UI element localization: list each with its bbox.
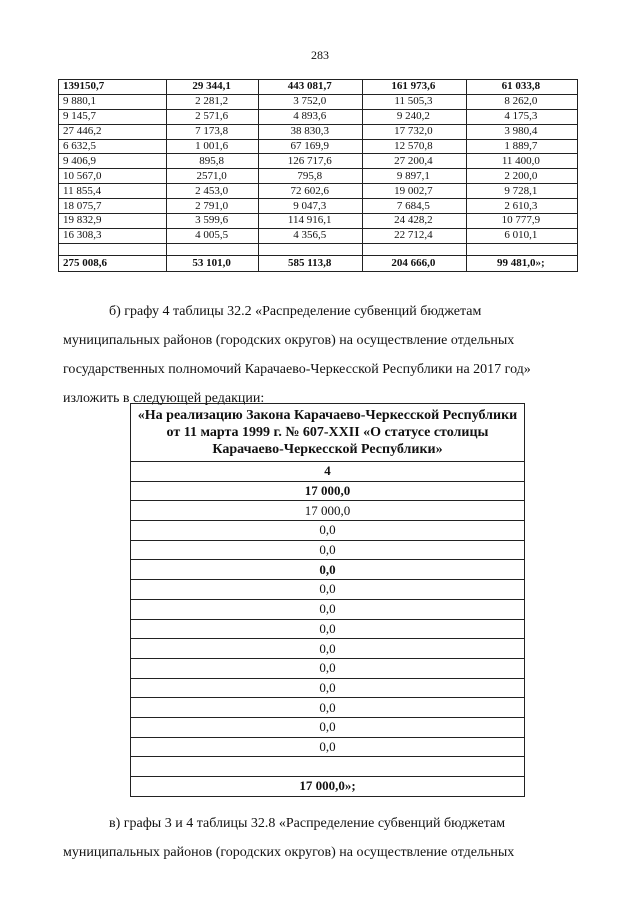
table-cell: 9 406,9 [59,154,167,169]
paragraph-b-line1: б) графу 4 таблицы 32.2 «Распределение субвенций бюджетам [109,304,482,319]
table-row [59,199,578,214]
table-cell: 9 240,2 [363,109,467,124]
table-cell: 0,0 [131,639,525,659]
table-cell: 29 344,1 [166,80,259,95]
table-cell: 2 281,2 [166,94,259,109]
table-row [131,619,525,639]
table-cell: 1 001,6 [166,139,259,154]
table-cell: 2 791,0 [166,199,259,214]
table-cell: 17 000,0 [131,501,525,521]
table-cell: 72 602,6 [259,184,363,199]
table-row [131,521,525,541]
table-cell: 9 728,1 [466,184,577,199]
table-cell: 4 893,6 [259,109,363,124]
table-cell: 4 175,3 [466,109,577,124]
table-cell: 27 200,4 [363,154,467,169]
table-cell: 1 889,7 [466,139,577,154]
table-header-row [59,80,578,95]
table-cell: 4 356,5 [259,228,363,243]
table-cell: 6 632,5 [59,139,167,154]
table-row [59,169,578,184]
table-cell: 67 169,9 [259,139,363,154]
table-cell: 12 570,8 [363,139,467,154]
paragraph-b-line2: муниципальных районов (городских округов) на осуществление отдельных [63,333,515,348]
table-cell: 585 113,8 [259,255,363,271]
paragraph-c [63,809,577,867]
table-cell: 895,8 [166,154,259,169]
table-cell: 275 008,6 [59,255,167,271]
paragraph-b [63,297,577,413]
page-number: 283 [311,48,329,62]
table-cell: 0,0 [131,521,525,541]
table-cell: 38 830,3 [259,124,363,139]
table-cell: 10 567,0 [59,169,167,184]
table-cell: 126 717,6 [259,154,363,169]
top-table [58,79,578,272]
table-cell: 6 010,1 [466,228,577,243]
table-row [131,658,525,678]
table-row [131,678,525,698]
mid-table-subtotal: 17 000,0 [131,481,525,501]
table-cell: 9 880,1 [59,94,167,109]
table-cell: 27 446,2 [59,124,167,139]
table-cell: 2571,0 [166,169,259,184]
table-cell: 0,0 [131,560,525,580]
table-cell: 7 684,5 [363,199,467,214]
table-row [59,124,578,139]
table-cell [363,243,467,255]
mid-table [130,403,525,797]
table-cell: 3 599,6 [166,214,259,229]
table-blank-row [131,757,525,777]
table-cell: 139150,7 [59,80,167,95]
table-row [59,154,578,169]
table-row [59,184,578,199]
table-cell: 9 047,3 [259,199,363,214]
table-cell: 3 752,0 [259,94,363,109]
table-cell: 0,0 [131,678,525,698]
table-cell: 19 832,9 [59,214,167,229]
table-row [59,214,578,229]
table-cell: 0,0 [131,580,525,600]
table-cell: 22 712,4 [363,228,467,243]
table-row [131,717,525,737]
table-cell: 61 033,8 [466,80,577,95]
table-row [131,639,525,659]
table-cell: 204 666,0 [363,255,467,271]
table-cell: 11 505,3 [363,94,467,109]
table-cell: 19 002,7 [363,184,467,199]
mid-table-column-number: 4 [131,462,525,482]
table-cell: 11 855,4 [59,184,167,199]
table-cell: 3 980,4 [466,124,577,139]
table-row [59,94,578,109]
table-row [131,501,525,521]
table-row [131,599,525,619]
table-cell [166,243,259,255]
table-row [59,228,578,243]
table-row [131,698,525,718]
mid-table-total: 17 000,0»; [131,777,525,797]
table-cell: 8 262,0 [466,94,577,109]
paragraph-b-line4: изложить в следующей редакции: [63,391,265,406]
table-cell: 2 610,3 [466,199,577,214]
table-row [131,540,525,560]
table-row [131,737,525,757]
paragraph-b-line3: государственных полномочий Карачаево-Черкесской Республики на 2017 год» [63,362,531,377]
table-cell [466,243,577,255]
table-cell: 0,0 [131,540,525,560]
table-cell: 16 308,3 [59,228,167,243]
mid-table-header: «На реализацию Закона Карачаево-Черкесской Республики от 11 марта 1999 г. № 607-XXII «О статусе столицы Карачаево-Черкесской Республики» [131,404,525,462]
table-cell: 0,0 [131,717,525,737]
paragraph-c-line1: в) графы 3 и 4 таблицы 32.8 «Распределение субвенций бюджетам [109,816,506,831]
table-cell: 795,8 [259,169,363,184]
table-cell: 0,0 [131,698,525,718]
table-cell: 0,0 [131,737,525,757]
table-cell [259,243,363,255]
table-cell [131,757,525,777]
table-cell: 0,0 [131,619,525,639]
table-cell: 114 916,1 [259,214,363,229]
table-cell: 9 145,7 [59,109,167,124]
table-cell: 9 897,1 [363,169,467,184]
table-cell: 0,0 [131,658,525,678]
table-cell: 18 075,7 [59,199,167,214]
table-total-row [131,777,525,797]
table-cell: 17 732,0 [363,124,467,139]
table-cell: 2 200,0 [466,169,577,184]
table-total-row [59,255,578,271]
table-cell: 10 777,9 [466,214,577,229]
table-row [131,560,525,580]
table-blank-row [59,243,578,255]
table-row [59,109,578,124]
table-cell: 443 081,7 [259,80,363,95]
table-cell: 7 173,8 [166,124,259,139]
table-cell: 0,0 [131,599,525,619]
paragraph-c-line2: муниципальных районов (городских округов) на осуществление отдельных [63,845,515,860]
table-cell: 24 428,2 [363,214,467,229]
table-cell: 53 101,0 [166,255,259,271]
table-cell: 2 571,6 [166,109,259,124]
table-cell: 2 453,0 [166,184,259,199]
table-row [59,139,578,154]
table-row [131,580,525,600]
table-cell: 4 005,5 [166,228,259,243]
table-cell: 99 481,0»; [466,255,577,271]
table-cell: 11 400,0 [466,154,577,169]
table-cell [59,243,167,255]
table-cell: 161 973,6 [363,80,467,95]
